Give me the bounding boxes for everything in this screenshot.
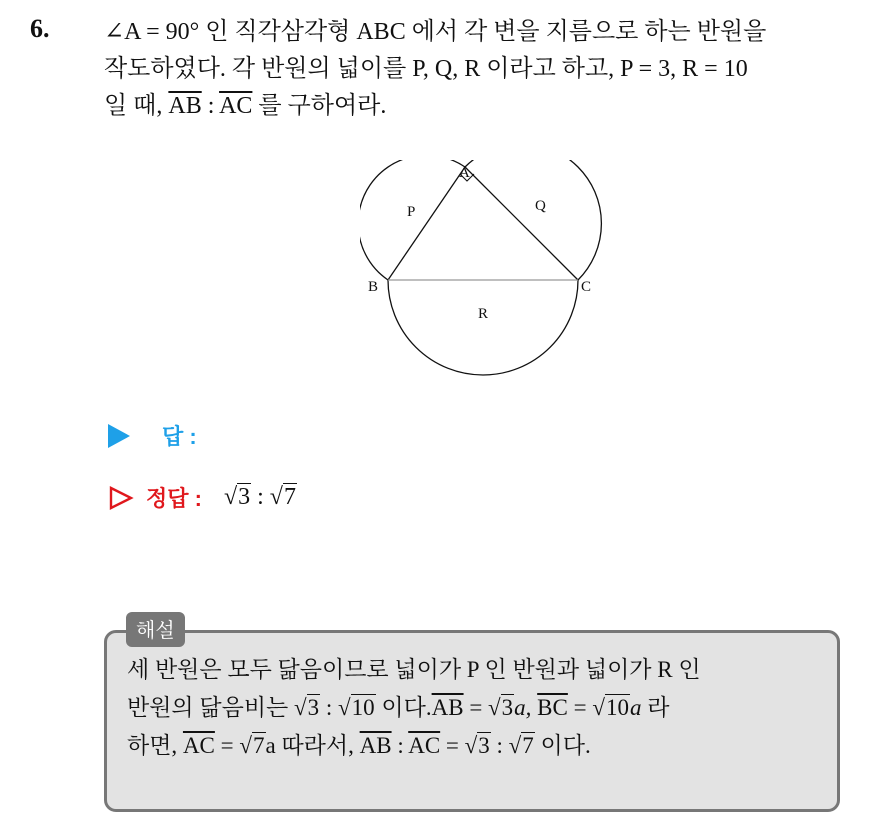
question-line-2: 작도하였다. 각 반원의 넓이를 P, Q, R 이라고 하고, P = 3, R = 10 [104, 56, 748, 82]
semicircle-r [388, 280, 578, 375]
explanation-line-3: 하면, $\overline{AC} = √7a$ 따라서, $\overline{AB}$ : $\overline{AC} = √3$ : √7 이다. [127, 733, 591, 758]
semicircle-figure [360, 160, 620, 400]
correct-value: √3 : √7 [223, 484, 296, 510]
question-text [104, 14, 864, 125]
semicircle-p [360, 160, 465, 280]
label-c: C [581, 279, 592, 295]
root-7: 7 [283, 484, 296, 510]
label-a: A [459, 165, 470, 181]
side-ab [388, 167, 465, 280]
label-r: R [478, 306, 489, 322]
side-ac [465, 167, 578, 280]
play-solid-icon [108, 424, 130, 448]
correct-label: 정답 : [146, 486, 202, 511]
label-p: P [407, 204, 416, 220]
play-outline-icon [108, 485, 134, 511]
semicircle-q [465, 160, 601, 280]
explanation-text [127, 651, 827, 765]
explanation-line-2: 반원의 닮음비는 √3 : √10 이다$.\overline{AB} = √3a$, $\overline{BC} = √10a$ 라 [127, 695, 670, 720]
explanation-tag: 해설 [126, 612, 185, 647]
answer-row [108, 420, 197, 451]
explanation-box [104, 630, 840, 812]
question-line-1: ∠A = 90° 인 직각삼각형 ABC 에서 각 변을 지름으로 하는 반원을 [104, 19, 767, 45]
explanation-line-1: 세 반원은 모두 닮음이므로 넓이가 P 인 반원과 넓이가 R 인 [127, 657, 701, 682]
root-3: 3 [238, 484, 251, 510]
label-b: B [368, 279, 379, 295]
answer-label: 답 : [162, 424, 197, 449]
segment-ac: $\overline{AC}$ [219, 93, 253, 119]
segment-ab: $\overline{AB}$ [168, 93, 202, 119]
label-q: Q [535, 198, 546, 214]
question-number: 6. [30, 14, 50, 43]
correct-answer-row [108, 482, 297, 513]
question-line-3: 일 때, $\overline{AB}$ : $\overline{AC}$ 를 구하여라. [104, 93, 387, 119]
